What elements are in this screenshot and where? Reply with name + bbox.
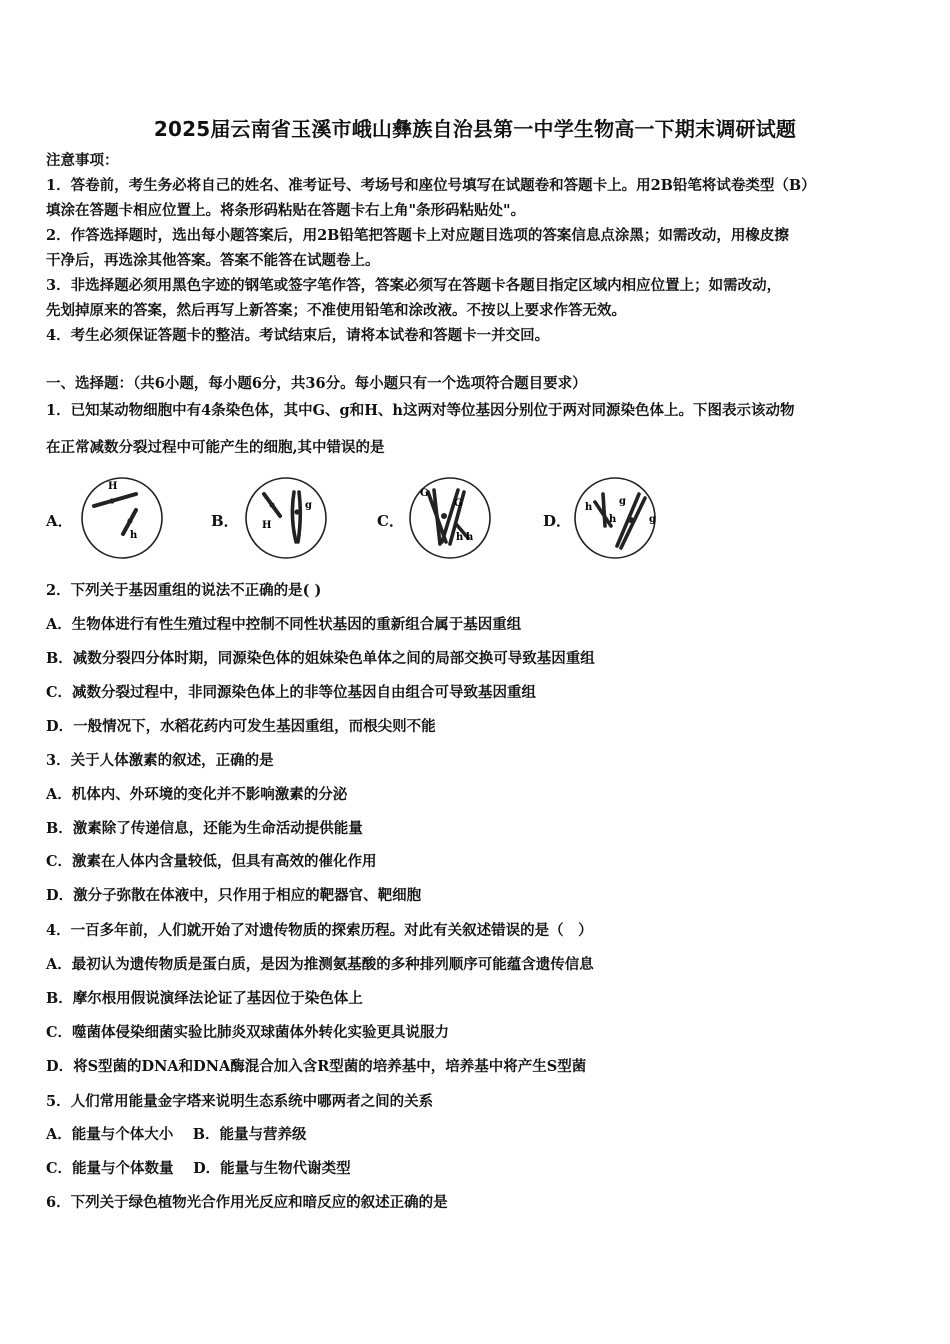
option-c-label: C． (377, 512, 404, 530)
gene-label: G (420, 488, 429, 499)
question-1-stem-line2: 在正常减数分裂过程中可能产生的细胞,其中错误的是 (46, 439, 385, 456)
question-3-option: C．激素在人体内含量较低，但具有高效的催化作用 (46, 853, 377, 870)
cell-diagram-a (78, 472, 168, 562)
question-3-option: D．激分子弥散在体液中，只作用于相应的靶器官、靶细胞 (46, 887, 422, 904)
question-2-stem: 2．下列关于基因重组的说法不正确的是( ) (46, 582, 322, 599)
question-3-stem: 3．关于人体激素的叙述，正确的是 (46, 752, 274, 769)
cell-diagram-c (406, 472, 496, 562)
cell-diagram-b (242, 472, 332, 562)
gene-label: G (454, 498, 463, 509)
option-b-label: B． (211, 512, 239, 530)
gene-label: g (305, 500, 312, 511)
gene-label: h (585, 502, 593, 513)
notice-line: 4．考生必须保证答题卡的整洁。考试结束后，请将本试卷和答题卡一并交回。 (46, 327, 550, 344)
question-3-option: A．机体内、外环境的变化并不影响激素的分泌 (46, 786, 348, 803)
gene-label: g (619, 496, 626, 507)
question-2-option: A．生物体进行有性生殖过程中控制不同性状基因的重新组合属于基因重组 (46, 616, 522, 633)
gene-label: h (130, 530, 138, 541)
question-5-stem: 5．人们常用能量金字塔来说明生态系统中哪两者之间的关系 (46, 1093, 434, 1110)
gene-label: h (466, 532, 474, 543)
notice-line: 3．非选择题必须用黑色字迹的钢笔或签字笔作答，答案必须写在答题卡各题目指定区域内相应位置上；如需改动， (46, 277, 782, 294)
option-a-label: A． (46, 512, 73, 530)
option-d-label: D． (543, 512, 572, 530)
page-title: 2025届云南省玉溪市峨山彝族自治县第一中学生物高一下期末调研试题 (153, 117, 797, 141)
notice-line: 1．答卷前，考生务必将自己的姓名、准考证号、考场号和座位号填写在试题卷和答题卡上。用2B铅笔将试卷类型（B） (46, 177, 816, 194)
question-3-option: B．激素除了传递信息，还能为生命活动提供能量 (46, 820, 363, 837)
gene-label: h (456, 532, 464, 543)
question-5-options-row2: C．能量与个体数量 D．能量与生物代谢类型 (46, 1160, 351, 1177)
gene-label: H (108, 481, 118, 492)
question-1-stem-line1: 1．已知某动物细胞中有4条染色体，其中G、g和H、h这两对等位基因分别位于两对同源染色体上。下图表示该动物 (46, 402, 795, 419)
question-4-option: B．摩尔根用假说演绎法论证了基因位于染色体上 (46, 990, 363, 1007)
question-4-option: C．噬菌体侵染细菌实验比肺炎双球菌体外转化实验更具说服力 (46, 1024, 450, 1041)
section-heading: 一、选择题：（共6小题，每小题6分，共36分。每小题只有一个选项符合题目要求） (46, 375, 587, 392)
question-2-option: D．一般情况下，水稻花药内可发生基因重组，而根尖则不能 (46, 718, 436, 735)
question-4-stem: 4．一百多年前，人们就开始了对遗传物质的探索历程。对此有关叙述错误的是（ ） (46, 922, 593, 939)
notice-line: 干净后，再选涂其他答案。答案不能答在试题卷上。 (46, 252, 380, 269)
question-4-option: A．最初认为遗传物质是蛋白质，是因为推测氨基酸的多种排列顺序可能蕴含遗传信息 (46, 956, 594, 973)
question-6-stem: 6．下列关于绿色植物光合作用光反应和暗反应的叙述正确的是 (46, 1194, 448, 1211)
cell-diagram-d (571, 472, 661, 562)
question-5-options-row1: A．能量与个体大小 B．能量与营养级 (46, 1126, 307, 1143)
notice-line: 2．作答选择题时，选出每小题答案后，用2B铅笔把答题卡上对应题目选项的答案信息点涂黑；如需改动，用橡皮擦 (46, 227, 789, 244)
gene-label: H (262, 520, 272, 531)
question-2-option: B．减数分裂四分体时期，同源染色体的姐妹染色单体之间的局部交换可导致基因重组 (46, 650, 595, 667)
notice-heading: 注意事项： (46, 152, 119, 169)
question-4-option: D．将S型菌的DNA和DNA酶混合加入含R型菌的培养基中，培养基中将产生S型菌 (46, 1058, 587, 1075)
notice-line: 先划掉原来的答案，然后再写上新答案；不准使用铅笔和涂改液。不按以上要求作答无效。 (46, 302, 626, 319)
notice-line: 填涂在答题卡相应位置上。将条形码粘贴在答题卡右上角"条形码粘贴处"。 (46, 202, 526, 219)
question-1-figures (46, 472, 666, 564)
gene-label: h (609, 514, 617, 525)
gene-label: g (649, 514, 656, 525)
question-2-option: C．减数分裂过程中，非同源染色体上的非等位基因自由组合可导致基因重组 (46, 684, 537, 701)
